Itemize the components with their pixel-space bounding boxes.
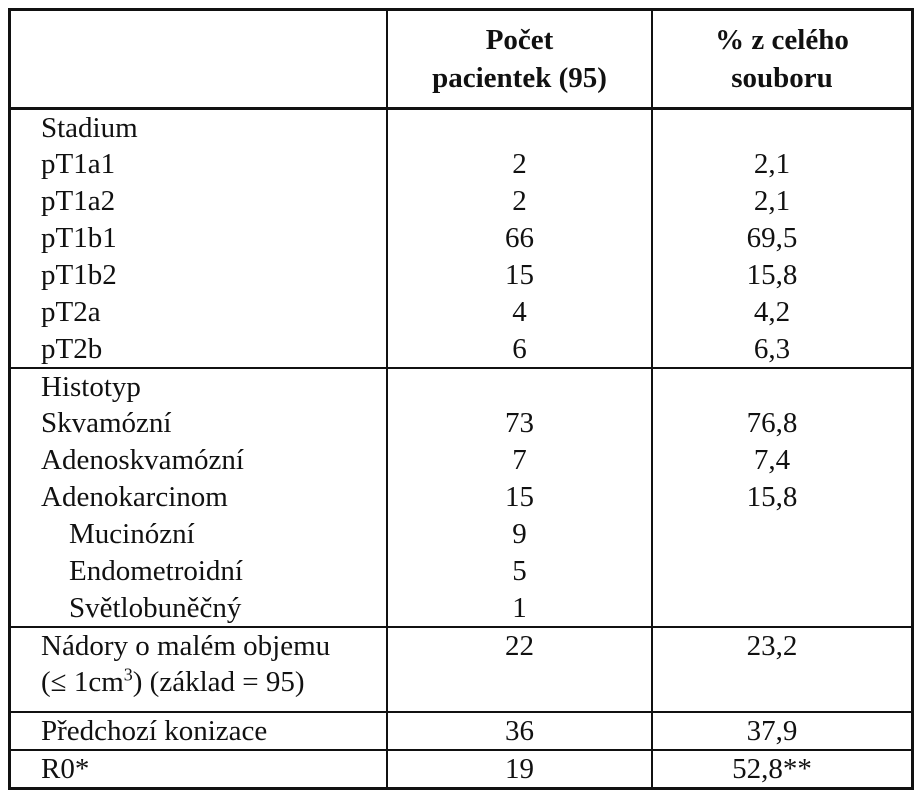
row-percent: 15,8 [652,479,911,516]
table-row [11,442,911,479]
statistics-table [11,11,911,787]
row-count: 2 [387,146,652,183]
table-row [11,590,911,627]
row-percent: 15,8 [652,257,911,294]
row-label: R0* [11,750,387,787]
table-row [11,479,911,516]
row-label: pT1b2 [41,259,117,291]
header-count-line1: Počet [485,24,554,56]
row-label: Předchozí konizace [11,712,387,750]
row-count: 19 [387,750,652,787]
subrow-label: Mucinózní [69,518,195,550]
row-percent: 69,5 [652,220,911,257]
row-percent: 52,8** [652,750,911,787]
header-empty-cell [11,11,387,109]
table-row [11,553,911,590]
small-tumors-label [11,627,387,712]
row-count: 9 [387,516,652,553]
row-count: 7 [387,442,652,479]
superscript: 3 [123,664,133,685]
table-row [11,405,911,442]
subrow-label: Endometroidní [69,555,243,587]
section-title-row [11,109,911,147]
row-percent [652,516,911,553]
table-row [11,712,911,750]
table-row [11,516,911,553]
row-label: pT1a1 [41,148,116,180]
row-percent: 4,2 [652,294,911,331]
row-count: 66 [387,220,652,257]
row-count: 1 [387,590,652,627]
row-percent: 23,2 [652,627,911,712]
section-title-histotyp: Histotyp [11,368,387,405]
row-percent: 2,1 [652,146,911,183]
table-row [11,331,911,368]
row-label: Adenokarcinom [41,481,228,513]
section-title-row [11,368,911,405]
row-label: Skvamózní [41,407,172,439]
section-title-stadium: Stadium [41,112,138,144]
header-percent [652,11,911,109]
row-percent: 6,3 [652,331,911,368]
row-percent [652,553,911,590]
row-percent: 76,8 [652,405,911,442]
table-row [11,750,911,787]
row-count: 4 [387,294,652,331]
table-row [11,183,911,220]
row-percent [652,590,911,627]
row-label: pT2b [41,333,103,365]
table-row [11,294,911,331]
row-label: pT1b1 [41,222,117,254]
row-count: 73 [387,405,652,442]
table-row [11,257,911,294]
header-row [11,11,911,109]
header-percent-line2: souboru [731,62,833,94]
row-count: 5 [387,553,652,590]
row-label: pT2a [41,296,101,328]
row-count: 6 [387,331,652,368]
row-percent: 2,1 [652,183,911,220]
table-row [11,146,911,183]
header-percent-line1: % z celého [715,24,849,56]
small-tumors-line1: Nádory o malém objemu [41,630,331,662]
row-percent: 7,4 [652,442,911,479]
row-label: Adenoskvamózní [41,444,244,476]
subrow-label: Světlobuněčný [69,592,242,624]
row-percent: 37,9 [652,712,911,750]
row-count: 2 [387,183,652,220]
row-count: 15 [387,479,652,516]
table-row [11,220,911,257]
row-count: 22 [387,627,652,712]
header-count-line2: pacientek (95) [432,62,607,94]
small-tumors-line2b: ) (základ = 95) [132,666,305,698]
row-label: pT1a2 [41,185,116,217]
data-table [8,8,914,790]
small-tumors-line2a: (≤ 1cm [41,666,124,698]
row-count: 15 [387,257,652,294]
table-row [11,627,911,712]
header-count [387,11,652,109]
row-count: 36 [387,712,652,750]
